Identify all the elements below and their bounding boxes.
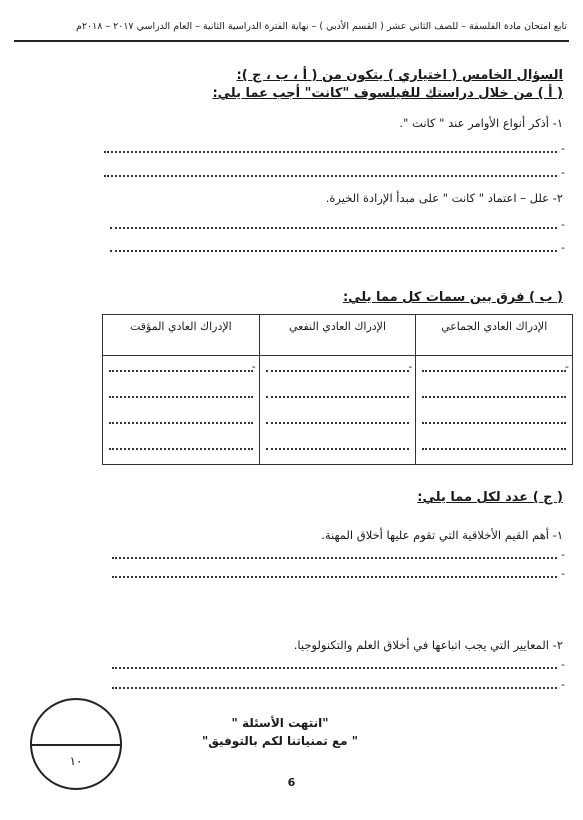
comparison-table (102, 314, 573, 465)
answer-marker: - (561, 678, 565, 691)
exam-header: تابع امتحان مادة الفلسفة – للصف الثاني عشر ( القسم الأدبي ) – نهاية الفترة الدراسية الثانية – العام الدراسي ٢٠١٧ – ٢٠١٨م (76, 21, 567, 32)
answer-line[interactable] (109, 448, 253, 450)
answer-marker: - (561, 241, 565, 254)
answer-line[interactable] (422, 370, 566, 372)
part-b-title: ( ب ) فرق بين سمات كل مما يلي: (342, 290, 563, 305)
answer-line[interactable] (422, 422, 566, 424)
column-header-collective: الإدراك العادي الجماعي (416, 315, 573, 356)
answer-line[interactable] (112, 557, 557, 559)
answer-marker: - (561, 166, 565, 179)
part-c-item-2: ٢- المعايير التي يجب اتباعها في أخلاق العلم والتكنولوجيا. (293, 638, 563, 652)
part-a-item-2: ٢- علل – اعتماد " كانت " على مبدأ الإرادة الخيرة. (325, 191, 563, 205)
answer-marker: - (561, 658, 565, 671)
answer-line[interactable] (112, 687, 557, 689)
answer-marker: - (561, 218, 565, 231)
header-divider (14, 40, 569, 42)
answer-line[interactable] (266, 396, 410, 398)
part-c-title: ( ج ) عدد لكل مما يلي: (417, 490, 563, 505)
answer-line[interactable] (109, 370, 253, 372)
score-total: ١٠ (69, 754, 83, 768)
part-a-title: ( أ ) من خلال دراستك للفيلسوف "كانت" أجب عما يلي: (212, 86, 563, 101)
column-header-utilitarian: الإدراك العادي النفعي (259, 315, 416, 356)
answer-line[interactable] (109, 396, 253, 398)
answer-cell-utilitarian[interactable] (259, 356, 416, 465)
answer-marker: - (561, 548, 565, 561)
answer-marker: - (408, 360, 413, 373)
answer-line[interactable] (110, 250, 557, 252)
answer-marker: - (251, 360, 256, 373)
answer-line[interactable] (112, 667, 557, 669)
column-header-temporary: الإدراك العادي المؤقت (103, 315, 260, 356)
part-c-item-1: ١- أهم القيم الأخلاقية التي تقوم عليها أخلاق المهنة. (321, 528, 563, 542)
answer-marker: - (565, 360, 569, 373)
answer-line[interactable] (422, 396, 566, 398)
answer-line[interactable] (266, 370, 410, 372)
answer-cell-temporary[interactable] (103, 356, 260, 465)
answer-line[interactable] (266, 422, 410, 424)
question-five-title: السؤال الخامس ( اختياري ) يتكون من ( أ ، ب ، ج ): (236, 68, 563, 83)
end-of-questions: "انتهت الأسئلة " (231, 716, 329, 730)
answer-line[interactable] (110, 227, 557, 229)
answer-line[interactable] (104, 175, 557, 177)
good-luck-wish: " مع تمنياتنا لكم بالتوفيق" (201, 734, 358, 748)
answer-marker: - (561, 142, 565, 155)
answer-line[interactable] (266, 448, 410, 450)
score-divider (32, 744, 120, 746)
answer-line[interactable] (112, 576, 557, 578)
answer-line[interactable] (109, 422, 253, 424)
answer-line[interactable] (104, 151, 557, 153)
answer-marker: - (561, 567, 565, 580)
answer-line[interactable] (422, 448, 566, 450)
page-number: 6 (287, 776, 296, 789)
answer-cell-collective[interactable] (416, 356, 573, 465)
part-a-item-1: ١- أذكر أنواع الأوامر عند " كانت ". (399, 116, 563, 130)
